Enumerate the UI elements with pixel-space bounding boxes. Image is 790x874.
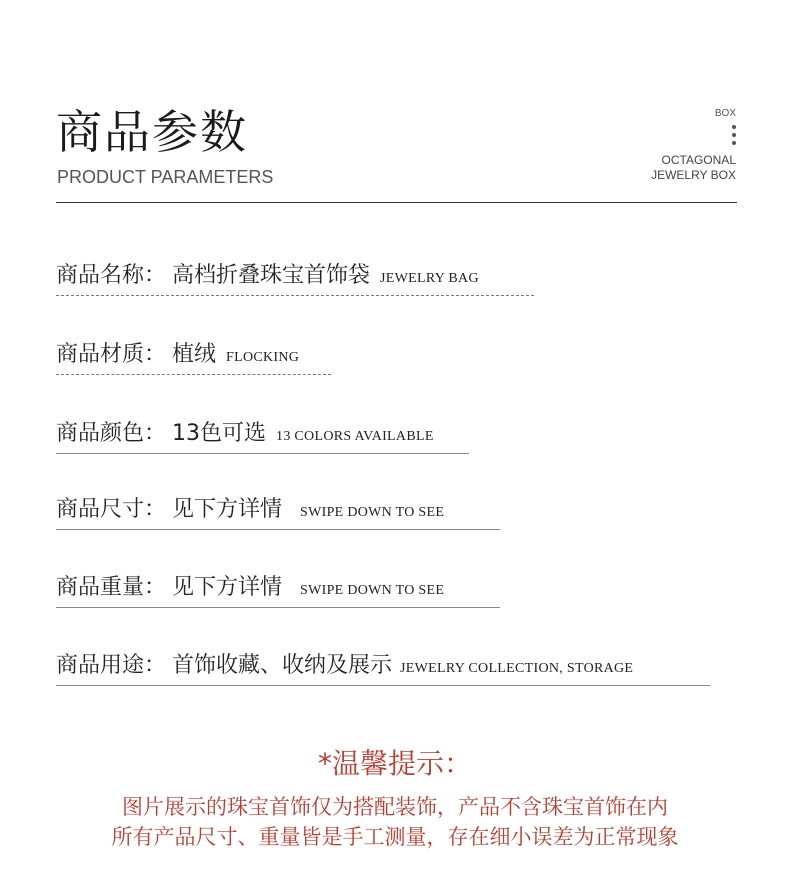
octagonal-box-badge (651, 108, 736, 183)
param-row-color (56, 416, 469, 454)
param-value-en: JEWELRY BAG (380, 271, 479, 286)
tips-line-1: 图片展示的珠宝首饰仅为搭配装饰，产品不含珠宝首饰在内 (122, 795, 668, 819)
param-value-en: 13 COLORS AVAILABLE (276, 429, 434, 444)
param-value-en: JEWELRY COLLECTION, STORAGE (400, 661, 634, 676)
param-value-en: SWIPE DOWN TO SEE (300, 583, 445, 598)
param-label: 商品用途： (56, 653, 167, 678)
page-subtitle: PRODUCT PARAMETERS (57, 167, 274, 187)
param-label: 商品材质： (56, 342, 167, 367)
param-value: 高档折叠珠宝首饰袋 (172, 263, 371, 288)
row-underline (56, 295, 534, 296)
param-value: 见下方详情 (172, 497, 283, 522)
row-underline (56, 607, 500, 608)
param-value: 首饰收藏、收纳及展示 (172, 653, 393, 678)
row-underline (56, 374, 331, 375)
tips-line-2: 所有产品尺寸、重量皆是手工测量，存在细小误差为正常现象 (111, 825, 679, 849)
param-label: 商品重量： (56, 575, 167, 600)
vertical-dots-icon (651, 123, 736, 147)
row-underline (56, 529, 500, 530)
param-value-en: FLOCKING (226, 350, 300, 365)
param-label: 商品颜色： (56, 421, 167, 446)
param-label: 商品名称： (56, 263, 167, 288)
param-label: 商品尺寸： (56, 497, 167, 522)
octagonal-line-2: JEWELRY BOX (651, 168, 736, 182)
param-value-en: SWIPE DOWN TO SEE (300, 505, 445, 520)
tips-title: *温馨提示： (317, 747, 472, 780)
param-row-size (56, 492, 500, 530)
header-divider (56, 202, 737, 203)
param-row-name (56, 258, 534, 296)
box-label: BOX (714, 108, 736, 119)
row-underline (56, 453, 469, 454)
octagonal-line-1: OCTAGONAL (661, 153, 736, 167)
page-title: 商品参数 (56, 105, 248, 159)
param-row-material (56, 337, 331, 375)
param-value: 植绒 (172, 342, 217, 367)
param-value: 13色可选 (172, 421, 267, 446)
param-value: 见下方详情 (172, 575, 283, 600)
row-underline (56, 685, 710, 686)
param-row-weight (56, 570, 500, 608)
param-row-usage (56, 648, 710, 686)
